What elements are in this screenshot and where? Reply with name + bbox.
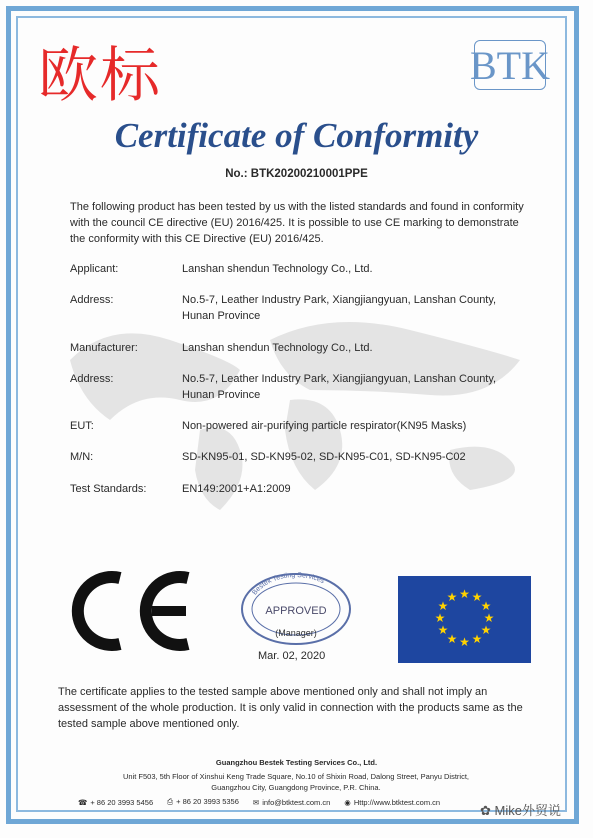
- phone-icon: ☎: [78, 797, 88, 807]
- contact-tel: [78, 798, 153, 807]
- svg-text:★: ★: [471, 590, 483, 604]
- watermark-text: Mike外贸说: [494, 803, 561, 818]
- field-label: Manufacturer:: [70, 342, 138, 354]
- svg-text:★: ★: [437, 623, 449, 637]
- field-label: Test Standards:: [70, 483, 147, 495]
- contact-email: [253, 798, 330, 807]
- seal-manager-text: (Manager): [275, 628, 317, 638]
- field-label: M/N:: [70, 451, 94, 463]
- cn-stamp-text: 欧标: [38, 41, 162, 111]
- field-label: Address:: [70, 294, 114, 306]
- wechat-icon: ✿: [480, 803, 495, 818]
- web-value: Http://www.btktest.com.cn: [353, 797, 441, 807]
- svg-text:★: ★: [471, 632, 483, 646]
- seal-ring-text: Bestek Testing Services: [251, 571, 326, 597]
- validity-note: The certificate applies to the tested sample above mentioned only and shall not imply an assessment of the whole production. It is only valid in connection with the products same as the tested sample above mentioned only.: [58, 686, 523, 730]
- email-value: info@btktest.com.cn: [262, 797, 331, 807]
- fax-value: + 86 20 3993 5356: [176, 797, 239, 806]
- svg-text:★: ★: [459, 587, 470, 601]
- intro-paragraph: The following product has been tested by us with the listed standards and found in conformity with the council CE directive (EU) 2016/425. It is possible to use CE marking to demonstrate the conformity with this CE Directive (EU) 2016/425.: [70, 201, 524, 245]
- fax-icon: ⎙: [167, 797, 174, 806]
- web-icon: ◉: [344, 797, 351, 807]
- approved-seal: [237, 567, 355, 645]
- ce-mark-icon: [68, 570, 196, 652]
- footer-company: Guangzhou Bestek Testing Services Co., Ltd.: [215, 758, 378, 767]
- svg-text:★: ★: [434, 611, 446, 625]
- field-value: No.5-7, Leather Industry Park, Xiangjiangyuan, Lanshan County, Hunan Province: [182, 294, 497, 322]
- field-value: Lanshan shendun Technology Co., Ltd.: [182, 342, 373, 354]
- field-value: No.5-7, Leather Industry Park, Xiangjiangyuan, Lanshan County, Hunan Province: [182, 373, 497, 401]
- wechat-watermark: [480, 800, 561, 819]
- tel-value: + 86 20 3993 5456: [90, 797, 154, 807]
- certificate-number: No.: BTK20200210001PPE: [225, 168, 368, 180]
- svg-text:★: ★: [446, 632, 458, 646]
- svg-text:★: ★: [459, 635, 470, 649]
- svg-text:★: ★: [480, 623, 492, 637]
- seal-approved-text: APPROVED: [265, 605, 327, 617]
- field-label: Address:: [70, 373, 114, 385]
- svg-text:★: ★: [437, 599, 449, 613]
- certificate-title: Certificate of Conformity: [114, 116, 479, 155]
- contact-web: [344, 798, 440, 807]
- svg-text:★: ★: [483, 611, 495, 625]
- field-value: SD-KN95-01, SD-KN95-02, SD-KN95-C01, SD-KN95-C02: [182, 451, 466, 463]
- eu-flag-icon: [398, 576, 531, 663]
- field-label: Applicant:: [70, 263, 119, 275]
- email-icon: ✉: [252, 797, 260, 807]
- svg-text:★: ★: [446, 590, 458, 604]
- footer-address: Unit F503, 5th Floor of Xinshui Keng Trade Square, No.10 of Shixin Road, Dalong Street, Panyu District, Guangzhou City, Guangdong Province, P.R. China.: [122, 772, 470, 792]
- issue-date: Mar. 02, 2020: [258, 650, 326, 662]
- svg-text:Bestek Testing Services: [251, 572, 325, 597]
- contact-fax: [167, 797, 239, 807]
- field-value: EN149:2001+A1:2009: [182, 483, 291, 495]
- svg-text:★: ★: [480, 599, 492, 613]
- field-label: EUT:: [70, 420, 94, 432]
- field-value: Non-powered air-purifying particle respirator(KN95 Masks): [182, 420, 467, 432]
- btk-logo: BTK: [474, 40, 546, 90]
- footer-contacts: [78, 797, 440, 807]
- field-value: Lanshan shendun Technology Co., Ltd.: [182, 263, 373, 275]
